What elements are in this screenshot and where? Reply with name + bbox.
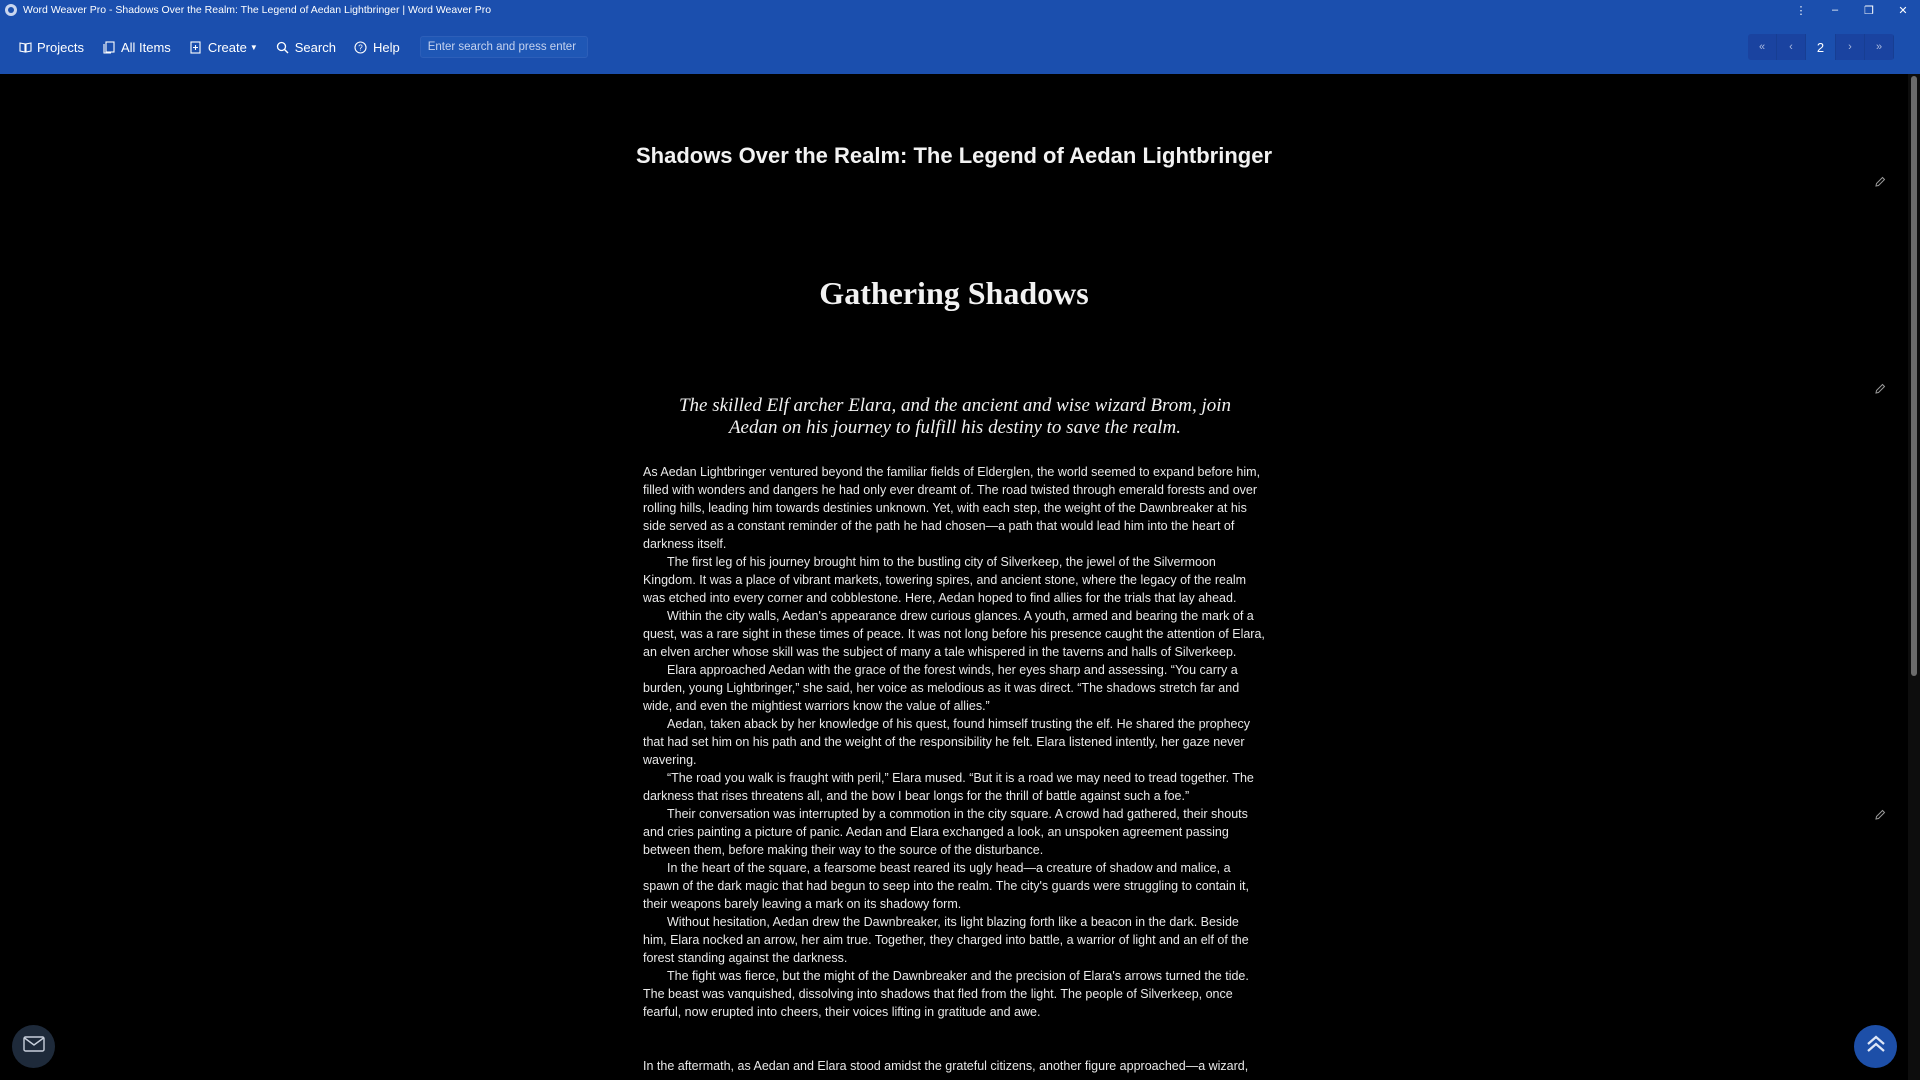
restore-button[interactable]: ❐: [1864, 4, 1874, 17]
edit-body-icon[interactable]: [1873, 808, 1887, 822]
nav-projects-label: Projects: [37, 39, 84, 55]
nav-help[interactable]: [354, 40, 400, 55]
nav-search[interactable]: [276, 40, 336, 55]
mail-icon: [23, 1036, 45, 1057]
paragraph: As Aedan Lightbringer ventured beyond the familiar fields of Elderglen, the world seemed to expand before him, filled with wonders and dangers he had only ever dreamt of. The road twisted through emerald forests and over rolling hills, leading him towards destinies unknown. Yet, with each step, the weight of the Dawnbreaker at his side served as a constant reminder of the path he had chosen—a path that would lead him into the heart of darkness itself.: [643, 465, 1261, 551]
paragraph: “The road you walk is fraught with peril,” Elara mused. “But it is a road we may need to tread together. The darkness that rises threatens all, and the bow I bear longs for the thrill of battle against such a foe.”: [643, 771, 1254, 803]
scroll-to-top-button[interactable]: [1854, 1025, 1897, 1068]
edit-title-icon[interactable]: [1873, 175, 1887, 189]
double-chevron-up-icon: [1865, 1035, 1887, 1058]
first-page-button[interactable]: «: [1748, 34, 1777, 60]
edit-summary-icon[interactable]: [1873, 382, 1887, 396]
nav-search-label: Search: [294, 39, 336, 55]
document-title: Shadows Over the Realm: The Legend of Aedan Lightbringer: [635, 143, 1273, 168]
paragraph: The fight was fierce, but the might of the Dawnbreaker and the precision of Elara's arrows turned the tide. The beast was vanquished, dissolving into shadows that fled from the light. The people of Silverkeep, once fearful, now erupted into cheers, their voices lifting in gratitude and awe.: [643, 969, 1249, 1019]
paragraph: In the heart of the square, a fearsome beast reared its ugly head—a creature of shadow and malice, a spawn of the dark magic that had begun to seep into the realm. The city's guards were struggling to contain it, their weapons barely leaving a mark on its shadowy form.: [643, 861, 1249, 911]
current-page-number[interactable]: 2: [1806, 34, 1836, 60]
chapter-heading: Gathering Shadows: [819, 275, 1089, 311]
nav-all-items-label: All Items: [120, 39, 171, 55]
book-icon: [18, 40, 32, 54]
next-page-button[interactable]: ›: [1836, 34, 1865, 60]
vertical-scrollbar[interactable]: [1908, 74, 1920, 1080]
window-title: Word Weaver Pro - Shadows Over the Realm: The Legend of Aedan Lightbringer | Word Weaver Pro: [23, 4, 492, 16]
new-file-icon: [189, 40, 203, 54]
paragraph: Without hesitation, Aedan drew the Dawnbreaker, its light blazing forth like a beacon in the dark. Beside him, Elara nocked an arrow, her aim true. Together, they charged into battle, a warrior of light and an elf of the forest standing against the darkness.: [643, 915, 1249, 965]
close-button[interactable]: ✕: [1898, 4, 1908, 17]
nav-projects[interactable]: [18, 40, 84, 55]
paragraph: In the aftermath, as Aedan and Elara stood amidst the grateful citizens, another figure approached—a wizard,: [643, 1059, 1249, 1073]
search-icon: [276, 40, 290, 54]
paragraph: Aedan, taken aback by her knowledge of his quest, found himself trusting the elf. He shared the prophecy that had set him on his path and the weight of the responsibility he felt. Elara listened intently, her gaze never wavering.: [643, 717, 1250, 767]
last-page-button[interactable]: »: [1865, 34, 1894, 60]
chapter-body: [643, 463, 1265, 1075]
nav-all-items[interactable]: [102, 40, 171, 55]
chapter-summary: The skilled Elf archer Elara, and the ancient and wise wizard Brom, join Aedan on his journey to fulfill his destiny to save the realm.: [678, 395, 1231, 438]
feedback-mail-button[interactable]: [12, 1025, 55, 1068]
title-bar: [0, 0, 1920, 20]
pagination: [1748, 34, 1894, 60]
previous-page-button[interactable]: ‹: [1777, 34, 1806, 60]
nav-create-label: Create: [207, 39, 247, 55]
paragraph: Their conversation was interrupted by a commotion in the city square. A crowd had gathered, their shouts and cries painting a picture of panic. Aedan and Elara exchanged a look, an unspoken agreement passing between them, before making their way to the source of the disturbance.: [643, 807, 1248, 857]
scrollbar-thumb[interactable]: [1911, 76, 1917, 676]
help-icon: [354, 40, 368, 54]
window-menu-button[interactable]: ⋮: [1795, 4, 1807, 17]
nav-create-dropdown[interactable]: [189, 40, 258, 55]
paragraph: The first leg of his journey brought him to the bustling city of Silverkeep, the jewel of the Silvermoon Kingdom. It was a place of vibrant markets, towering spires, and ancient stone, where the legacy of the realm was etched into every corner and cobblestone. Here, Aedan hoped to find allies for the trials that lay ahead.: [643, 555, 1247, 605]
search-input[interactable]: [420, 36, 588, 58]
minimize-button[interactable]: –: [1831, 4, 1839, 16]
documents-icon: [102, 40, 116, 54]
nav-help-label: Help: [372, 39, 400, 55]
window-controls: [1784, 0, 1920, 20]
svg-text:?: ?: [358, 43, 364, 52]
nav-bar: [0, 20, 1920, 74]
app-logo-icon: [5, 4, 17, 16]
paragraph: Within the city walls, Aedan's appearance drew curious glances. A youth, armed and bearing the mark of a quest, was a rare sight in these times of peace. It was not long before his presence caught the attention of Elara, an elven archer whose skill was the subject of many a tale whispered in the taverns and halls of Silverkeep.: [643, 609, 1265, 659]
chevron-down-icon: ▼: [249, 42, 258, 52]
paragraph: Elara approached Aedan with the grace of the forest winds, her eyes sharp and assessing. “You carry a burden, young Lightbringer,” she said, her voice as melodious as it was direct. “The shadows stretch far and wide, and even the mightiest warriors know the value of allies.”: [643, 663, 1240, 713]
